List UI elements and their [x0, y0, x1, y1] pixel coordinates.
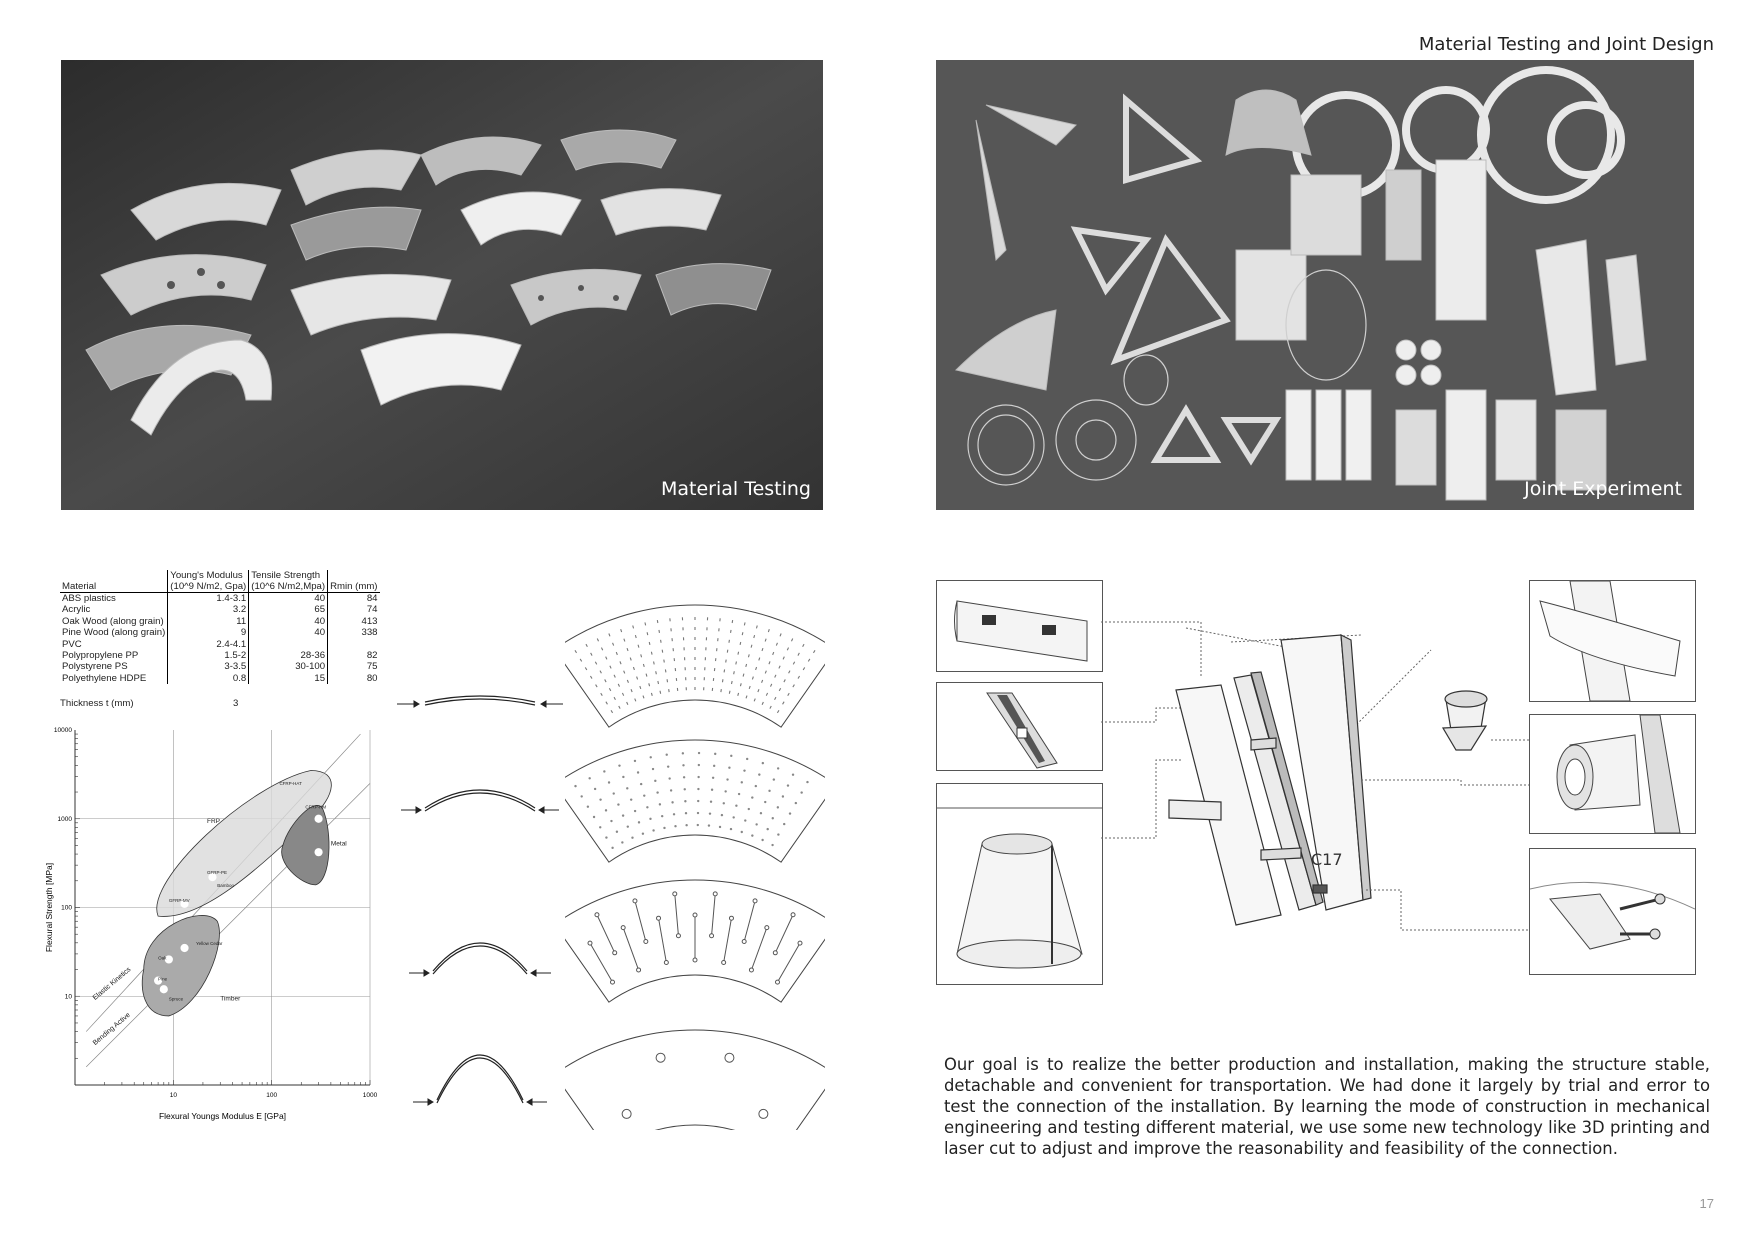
- fan-2-dot: [697, 812, 699, 814]
- fan-1-dash: [740, 683, 741, 686]
- fan-2-dot: [622, 814, 624, 816]
- fan-2-dot: [634, 810, 636, 812]
- fan-2-dot: [787, 784, 789, 786]
- table-cell-youngs: 3.2: [168, 604, 249, 615]
- fan-2-dot: [668, 777, 670, 779]
- table-cell-rmin: 74: [366, 604, 378, 616]
- fan-pattern-diagrams: [565, 585, 825, 1130]
- fan-2-dot: [605, 809, 607, 811]
- detail-box-bottom-left: [936, 783, 1103, 985]
- joint-experiment-photo: [936, 60, 1694, 510]
- region-label: Metal: [330, 840, 347, 848]
- table-cell-tensile: 65: [249, 604, 328, 615]
- fan-3-hole: [657, 916, 661, 920]
- fan-3-hole: [773, 951, 777, 955]
- fan-2-dot: [697, 788, 699, 790]
- table-cell-rmin: [328, 639, 380, 650]
- fan-2-dot: [684, 788, 686, 790]
- fan-2-dot: [685, 824, 687, 826]
- fan-2-dot: [634, 760, 636, 762]
- fan-3-hole: [673, 892, 677, 896]
- detail-box-mid-right: [1529, 714, 1696, 834]
- fan-3-hole: [595, 913, 599, 917]
- table-cell-rmin: 413: [361, 615, 378, 627]
- fan-2-dot: [766, 828, 768, 830]
- fan-3-hole: [633, 899, 637, 903]
- fan-2-dot: [593, 816, 595, 818]
- fan-2-dot: [659, 803, 661, 805]
- fan-2-dot: [719, 826, 721, 828]
- table-cell-rmin: 82: [366, 650, 378, 662]
- fan-3-hole: [713, 892, 717, 896]
- detail-box-mid-left: [936, 682, 1103, 771]
- fan-2-dot: [744, 819, 746, 821]
- fan-2-dot: [603, 770, 605, 772]
- data-point: [181, 944, 188, 951]
- fan-2-dot: [768, 790, 770, 792]
- table-cell-material: Pine Wood (along grain): [60, 627, 168, 638]
- fan-2-dot: [599, 826, 601, 828]
- point-label: Spruce: [168, 996, 184, 1002]
- table-row: [60, 604, 380, 615]
- fan-2-dot: [618, 764, 620, 766]
- fan-1-dash: [729, 691, 730, 694]
- fan-3-hole: [791, 913, 795, 917]
- table-row: [60, 639, 380, 650]
- material-properties-table: [60, 570, 380, 684]
- fan-2-dot: [783, 823, 785, 825]
- thickness-label: Thickness t (mm): [60, 698, 134, 710]
- fan-1-dash: [744, 622, 745, 625]
- fan-3-hole: [776, 980, 780, 984]
- table-cell-tensile: 40: [249, 627, 328, 638]
- fan-2-dot: [654, 780, 656, 782]
- table-header-youngs: Young's Modulus (10^9 N/m2, Gpa): [168, 570, 249, 592]
- fan-2-dot: [755, 785, 757, 787]
- table-cell-youngs: 1.5-2: [168, 650, 249, 661]
- point-label: Yellow Cedar: [195, 940, 223, 946]
- table-row: [60, 593, 380, 605]
- fan-2-dot: [587, 806, 589, 808]
- material-testing-caption: Material Testing: [660, 478, 811, 500]
- fan-2-dot: [741, 831, 743, 833]
- fan-1-dash: [732, 681, 733, 684]
- fan-2-dot: [674, 825, 676, 827]
- fan-3-hole: [749, 968, 753, 972]
- fan-2-dot: [684, 800, 686, 802]
- fan-2-dot: [673, 813, 675, 815]
- fan-2-dot: [762, 762, 764, 764]
- fan-4-hole: [725, 1053, 734, 1062]
- fan-3-hole: [693, 958, 697, 962]
- material-testing-photo: [61, 60, 823, 510]
- fan-2-dot: [626, 787, 628, 789]
- fan-2-dot: [663, 827, 665, 829]
- fan-2-dot: [698, 752, 700, 754]
- fan-2-dot: [613, 792, 615, 794]
- fan-2-dot: [760, 812, 762, 814]
- fan-2-dot: [608, 781, 610, 783]
- fan-1-dash: [635, 635, 636, 638]
- table-row: [60, 627, 380, 638]
- table-cell-material: Polyethylene HDPE: [60, 673, 168, 684]
- table-cell-tensile: 40: [249, 616, 328, 627]
- joint-detail-diagram: [936, 580, 1694, 990]
- fan-2-dot: [743, 769, 745, 771]
- fan-2-dot: [646, 806, 648, 808]
- fan-2-dot: [671, 801, 673, 803]
- fan-2-dot: [772, 817, 774, 819]
- fan-2-dot: [637, 771, 639, 773]
- fan-3-hole: [588, 941, 592, 945]
- fan-3-hole: [676, 934, 680, 938]
- joint-exploded-view: [1101, 580, 1531, 990]
- fan-2-dot: [773, 778, 775, 780]
- table-cell-youngs: 2.4-4.1: [168, 639, 249, 650]
- table-cell-tensile: [249, 639, 328, 650]
- table-row: [60, 650, 380, 661]
- fan-2-dot: [656, 791, 658, 793]
- fan-2-dot: [728, 767, 730, 769]
- fan-2-dot: [714, 753, 716, 755]
- table-cell-rmin: 80: [366, 672, 378, 684]
- page-number: 17: [1699, 1196, 1714, 1211]
- fan-2-dot: [697, 776, 699, 778]
- fan-2-dot: [713, 765, 715, 767]
- y-tick-label: 100: [61, 904, 72, 912]
- table-cell-youngs: 1.4-3.1: [168, 593, 249, 605]
- fan-2-dot: [622, 776, 624, 778]
- fan-1-dash: [654, 662, 655, 665]
- fan-1-dash: [646, 674, 647, 677]
- region-label: Timber: [220, 995, 241, 1003]
- point-label: Bamboo: [217, 883, 235, 889]
- fan-2-dot: [800, 791, 802, 793]
- fan-2-dot: [611, 847, 613, 849]
- fan-3-hole: [637, 968, 641, 972]
- point-label: CFRP-HAT: [279, 781, 302, 787]
- fan-3-hole: [729, 916, 733, 920]
- fan-1-dash: [633, 625, 634, 628]
- table-cell-youngs: 9: [168, 627, 249, 638]
- part-label: C17: [1311, 850, 1343, 869]
- fan-1-dash: [656, 671, 657, 674]
- fan-3-hole: [765, 926, 769, 930]
- detail-box-top-right: [1529, 580, 1696, 702]
- data-point: [315, 849, 322, 856]
- y-tick-label: 10: [64, 993, 72, 1001]
- fan-2-dot: [764, 801, 766, 803]
- fan-1-dash: [658, 681, 659, 684]
- fan-2-dot: [631, 837, 633, 839]
- table-cell-tensile: 15: [249, 673, 328, 684]
- fan-1-dash: [643, 664, 644, 667]
- fan-1-dash: [641, 654, 642, 657]
- fan-1-dash: [647, 632, 648, 635]
- fan-1-dash: [743, 674, 744, 677]
- region-label: Bending Active: [91, 1011, 132, 1047]
- fan-1-dash: [638, 645, 639, 648]
- fan-4-hole: [759, 1109, 768, 1118]
- detail-box-bottom-right: [1529, 848, 1696, 975]
- fan-2-dot: [642, 833, 644, 835]
- fan-2-dot: [751, 834, 753, 836]
- fan-pattern-1: [565, 605, 825, 727]
- fan-2-dot: [730, 755, 732, 757]
- fan-2-dot: [777, 833, 779, 835]
- table-row: [60, 673, 380, 684]
- thickness-row: [60, 698, 330, 709]
- fan-1-dash: [756, 625, 757, 628]
- fan-2-dot: [758, 773, 760, 775]
- fan-pattern-2: [565, 740, 825, 862]
- fan-2-dot: [682, 764, 684, 766]
- fan-2-dot: [723, 802, 725, 804]
- fan-2-dot: [761, 839, 763, 841]
- table-header-material: Material: [60, 570, 168, 593]
- fan-2-dot: [755, 823, 757, 825]
- data-point: [160, 986, 167, 993]
- fan-2-dot: [777, 806, 779, 808]
- fan-1-dash: [751, 645, 752, 648]
- fan-2-dot: [738, 793, 740, 795]
- fan-2-dot: [621, 841, 623, 843]
- fan-2-dot: [709, 812, 711, 814]
- table-cell-rmin: 84: [366, 593, 378, 604]
- fan-2-dot: [777, 767, 779, 769]
- fan-2-dot: [650, 756, 652, 758]
- fan-2-dot: [708, 824, 710, 826]
- point-label: Oak: [158, 955, 167, 961]
- fan-1-dash: [651, 652, 652, 655]
- fan-4-hole: [622, 1109, 631, 1118]
- fan-2-dot: [638, 821, 640, 823]
- fan-4-hole: [656, 1053, 665, 1062]
- fan-2-dot: [640, 783, 642, 785]
- x-tick-label: 100: [266, 1092, 278, 1099]
- table-cell-rmin: 338: [361, 627, 378, 639]
- fan-3-hole: [613, 951, 617, 955]
- fan-2-dot: [580, 795, 582, 797]
- data-point: [315, 815, 322, 822]
- fan-2-dot: [712, 777, 714, 779]
- point-label: CFRP-HM: [305, 804, 327, 810]
- material-testing-image: [61, 60, 823, 510]
- region-label: FRP: [207, 817, 221, 825]
- fan-2-dot: [682, 752, 684, 754]
- fan-2-dot: [617, 803, 619, 805]
- fan-1-dash: [746, 664, 747, 667]
- description-paragraph: Our goal is to realize the better production and installation, making the structure stable, detachable and convenient for transportation. We had done it largely by trial and error to test the connection of the installation. By learning the mode of construction in mechanical engineering and testing different material, we use some new technology like 3D printing and laser cut to adjust and improve the reasonability and feasibility of the connection.: [944, 1055, 1710, 1158]
- fan-2-dot: [721, 814, 723, 816]
- fan-2-dot: [652, 829, 654, 831]
- table-cell-material: Polystyrene PS: [60, 661, 168, 672]
- fan-2-dot: [594, 788, 596, 790]
- fan-2-dot: [683, 776, 685, 778]
- fan-2-dot: [588, 777, 590, 779]
- fan-2-dot: [698, 764, 700, 766]
- fan-1-dash: [736, 662, 737, 665]
- fan-3-hole: [693, 913, 697, 917]
- fan-2-dot: [616, 831, 618, 833]
- fan-2-dot: [697, 800, 699, 802]
- fan-2-dot: [670, 789, 672, 791]
- fan-2-dot: [685, 812, 687, 814]
- joint-experiment-caption: Joint Experiment: [1524, 478, 1682, 500]
- fan-2-dot: [782, 795, 784, 797]
- fan-2-dot: [806, 781, 808, 783]
- fan-2-dot: [630, 798, 632, 800]
- fan-2-dot: [610, 820, 612, 822]
- fan-1-dash: [740, 642, 741, 645]
- y-tick-label: 1000: [57, 815, 72, 823]
- fan-1-dash: [748, 654, 749, 657]
- fan-2-dot: [666, 754, 668, 756]
- table-cell-material: ABS plastics: [60, 593, 168, 605]
- fan-2-dot: [792, 774, 794, 776]
- fan-2-dot: [599, 798, 601, 800]
- material-properties-table-wrap: [60, 570, 380, 709]
- fan-1-dash: [738, 652, 739, 655]
- x-axis-label: Flexural Youngs Modulus E [GPa]: [158, 1111, 287, 1121]
- fan-2-dot: [748, 808, 750, 810]
- table-cell-material: Oak Wood (along grain): [60, 616, 168, 627]
- fan-2-dot: [771, 844, 773, 846]
- fan-2-dot: [574, 785, 576, 787]
- fan-2-dot: [732, 816, 734, 818]
- fan-2-dot: [652, 768, 654, 770]
- x-tick-label: 10: [169, 1092, 177, 1099]
- bending-arcs-diagram: [395, 680, 565, 1120]
- y-tick-label: 10000: [53, 727, 72, 734]
- table-cell-youngs: 11: [168, 616, 249, 627]
- fan-2-dot: [661, 815, 663, 817]
- fan-1-dash: [738, 693, 739, 696]
- bending-arc-3: [433, 943, 527, 971]
- table-cell-tensile: 28-36: [249, 650, 328, 661]
- table-cell-material: PVC: [60, 639, 168, 650]
- table-cell-material: Acrylic: [60, 604, 168, 615]
- table-cell-tensile: 40: [249, 593, 328, 605]
- fan-3-hole: [722, 961, 726, 965]
- fan-1-dash: [651, 693, 652, 696]
- fan-3-hole: [611, 980, 615, 984]
- fan-3-hole: [753, 899, 757, 903]
- y-axis-label: Flexural Strength [MPa]: [44, 862, 54, 953]
- fan-2-dot: [711, 789, 713, 791]
- table-header-tensile: Tensile Strength (10^6 N/m2,Mpa): [249, 570, 328, 592]
- fan-1-dash: [660, 691, 661, 694]
- fan-2-dot: [795, 802, 797, 804]
- fan-1-dash: [645, 622, 646, 625]
- fan-1-dash: [742, 632, 743, 635]
- fan-2-dot: [735, 805, 737, 807]
- fan-3-hole: [644, 939, 648, 943]
- table-cell-youngs: 3-3.5: [168, 661, 249, 672]
- fan-2-dot: [741, 781, 743, 783]
- fan-2-dot: [643, 794, 645, 796]
- point-label: GFRP-MV: [168, 898, 190, 904]
- fan-2-dot: [627, 825, 629, 827]
- fan-1-dash: [754, 635, 755, 638]
- fan-1-dash: [649, 683, 650, 686]
- fan-1-dash: [649, 642, 650, 645]
- fan-1-dash: [734, 671, 735, 674]
- thickness-value: 3: [233, 698, 239, 710]
- table-row: [60, 661, 380, 672]
- fan-2-dot: [724, 790, 726, 792]
- fan-2-dot: [746, 758, 748, 760]
- table-cell-youngs: 0.8: [168, 673, 249, 684]
- page-header-title: Material Testing and Joint Design: [1418, 34, 1714, 55]
- fan-pattern-4: [565, 1030, 825, 1130]
- fan-3-hole: [710, 934, 714, 938]
- fan-2-dot: [730, 828, 732, 830]
- bending-arc-4: [437, 1055, 523, 1100]
- fan-2-dot: [726, 778, 728, 780]
- fan-3-hole: [664, 961, 668, 965]
- point-label: GFRP-PE: [207, 869, 228, 875]
- fan-3-hole: [798, 941, 802, 945]
- point-label: Pine: [158, 976, 168, 982]
- joint-experiment-image: [936, 60, 1694, 510]
- fan-2-dot: [789, 812, 791, 814]
- ashby-chart: [40, 720, 390, 1170]
- table-header-rmin: Rmin (mm): [328, 570, 380, 593]
- detail-box-top-left: [936, 580, 1103, 672]
- fan-2-dot: [710, 801, 712, 803]
- table-cell-material: Polypropylene PP: [60, 650, 168, 661]
- fan-2-dot: [697, 824, 699, 826]
- fan-2-dot: [605, 836, 607, 838]
- fan-2-dot: [649, 818, 651, 820]
- fan-2-dot: [751, 796, 753, 798]
- fan-3-hole: [621, 926, 625, 930]
- table-row: [60, 616, 380, 627]
- table-cell-tensile: 30-100: [249, 661, 328, 672]
- table-cell-rmin: 75: [366, 661, 378, 673]
- fan-2-dot: [667, 765, 669, 767]
- region-label: Elastic Kinetics: [91, 966, 133, 1002]
- fan-3-hole: [742, 939, 746, 943]
- x-tick-label: 1000: [362, 1092, 378, 1099]
